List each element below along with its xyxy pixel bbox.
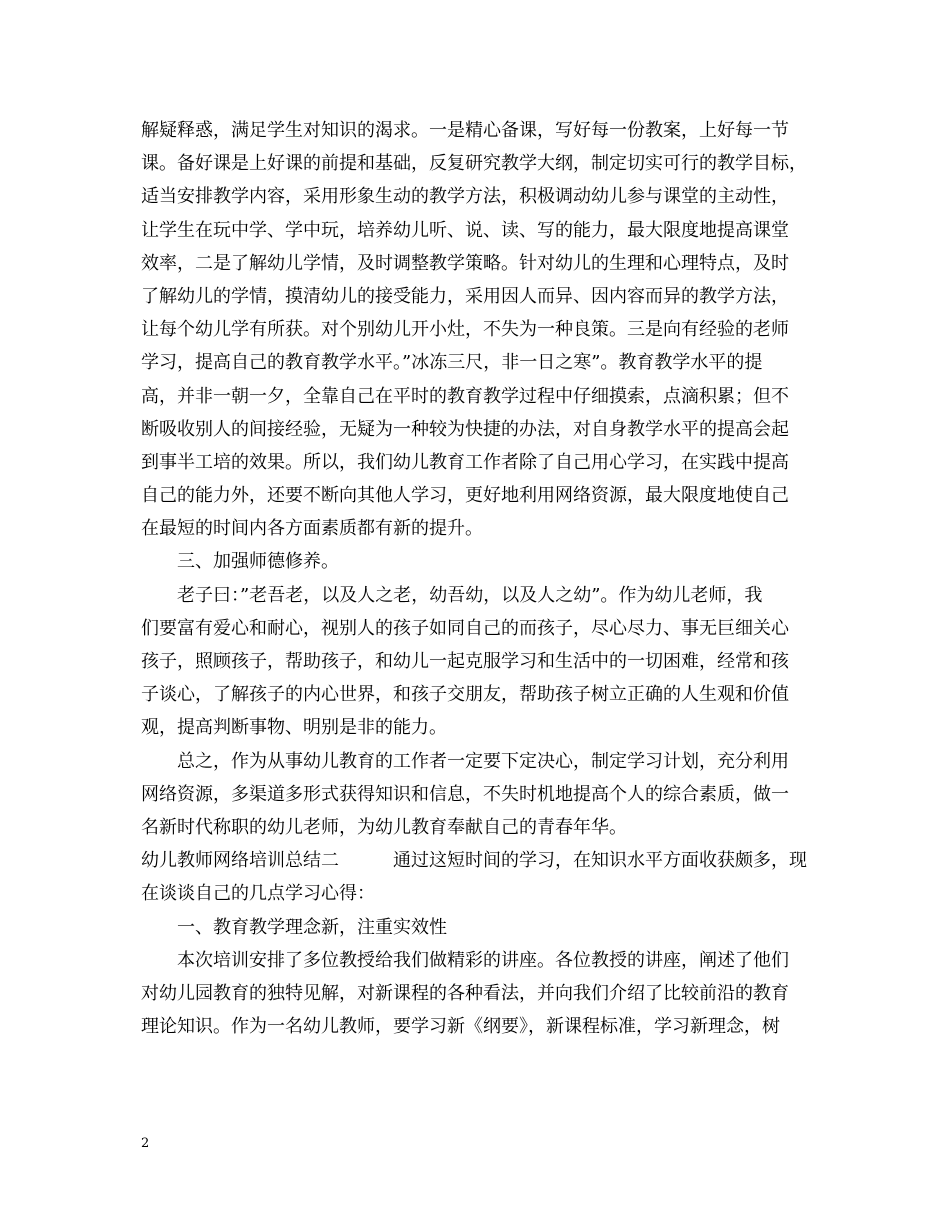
text-line: 断吸收别人的间接经验，无疑为一种较为快捷的办法，对自身教学水平的提高会起 <box>141 418 789 440</box>
text-line: 课。备好课是上好课的前提和基础，反复研究教学大纲，制定切实可行的教学目标， <box>141 153 807 175</box>
page-number: 2 <box>141 1136 150 1151</box>
text-line: 名新时代称职的幼儿老师，为幼儿教育奉献自己的青春年华。 <box>141 816 627 838</box>
text-line: 本次培训安排了多位教授给我们做精彩的讲座。各位教授的讲座，阐述了他们 <box>141 949 789 971</box>
section-heading: 三、加强师德修养。 <box>141 551 339 573</box>
section-heading: 一、教育教学理念新，注重实效性 <box>141 916 447 938</box>
text-line: 学习，提高自己的教育教学水平。”冰冻三尺，非一日之寒”。教育教学水平的提 <box>141 352 763 374</box>
body-text <box>141 114 831 1043</box>
text-line: 子谈心，了解孩子的内心世界，和孩子交朋友，帮助孩子树立正确的人生观和价值 <box>141 684 789 706</box>
text-line: 理论知识。作为一名幼儿教师，要学习新《纲要》，新课程标准，学习新理念，树 <box>141 1016 780 1038</box>
text-line: 在最短的时间内各方面素质都有新的提升。 <box>141 518 483 540</box>
text-line: 到事半工培的效果。所以，我们幼儿教育工作者除了自己用心学习，在实践中提高 <box>141 451 789 473</box>
text-line: 总之，作为从事幼儿教育的工作者一定要下定决心，制定学习计划，充分利用 <box>141 750 789 772</box>
text-line: 老子曰：”老吾老，以及人之老，幼吾幼，以及人之幼”。作为幼儿老师，我 <box>141 584 763 606</box>
text-line: 自己的能力外，还要不断向其他人学习，更好地利用网络资源，最大限度地使自己 <box>141 485 789 507</box>
article-title-line: 幼儿教师网络培训总结二 通过这短时间的学习，在知识水平方面收获颇多，现 <box>141 850 807 872</box>
text-line: 网络资源，多渠道多形式获得知识和信息，不失时机地提高个人的综合素质，做一 <box>141 783 789 805</box>
text-line: 让每个幼儿学有所获。对个别幼儿开小灶，不失为一种良策。三是向有经验的老师 <box>141 319 789 341</box>
text-line: 让学生在玩中学、学中玩，培养幼儿听、说、读、写的能力，最大限度地提高课堂 <box>141 219 789 241</box>
text-line: 效率，二是了解幼儿学情，及时调整教学策略。针对幼儿的生理和心理特点，及时 <box>141 252 789 274</box>
text-line: 解疑释惑，满足学生对知识的渴求。一是精心备课，写好每一份教案，上好每一节 <box>141 120 789 141</box>
text-line: 对幼儿园教育的独特见解，对新课程的各种看法，并向我们介绍了比较前沿的教育 <box>141 982 789 1004</box>
text-line: 在谈谈自己的几点学习心得： <box>141 883 375 905</box>
text-line: 高，并非一朝一夕，全靠自己在平时的教育教学过程中仔细摸索，点滴积累；但不 <box>141 385 789 407</box>
text-line: 孩子，照顾孩子，帮助孩子，和幼儿一起克服学习和生活中的一切困难，经常和孩 <box>141 651 789 672</box>
text-line: 们要富有爱心和耐心，视别人的孩子如同自己的而孩子，尽心尽力、事无巨细关心 <box>141 617 789 639</box>
text-line: 观，提高判断事物、明别是非的能力。 <box>141 717 447 739</box>
text-line: 了解幼儿的学情，摸清幼儿的接受能力，采用因人而异、因内容而异的教学方法， <box>141 285 789 307</box>
text-line: 适当安排教学内容，采用形象生动的教学方法，积极调动幼儿参与课堂的主动性， <box>141 186 789 208</box>
